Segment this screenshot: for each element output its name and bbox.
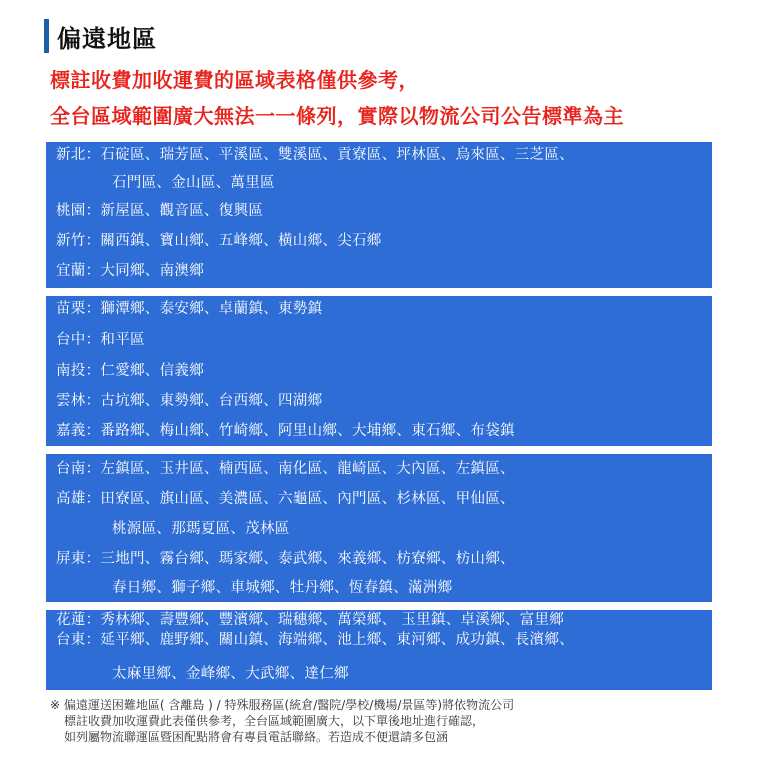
region-text: 左鎮區、玉井區、楠西區、南化區、龍崎區、大內區、左鎮區、 [100,461,515,477]
region-label: 高雄： [56,491,101,507]
region-row [56,456,515,482]
region-text: 番路鄉、梅山鄉、竹崎鄉、阿里山鄉、大埔鄉、東石鄉、布袋鎮 [100,423,515,439]
region-row [112,575,452,601]
region-label: 桃園： [56,203,101,219]
region-text: 延平鄉、鹿野鄉、關山鎮、海端鄉、池上鄉、東河鄉、成功鎮、長濱鄉、 [100,632,575,648]
page-title-row [44,18,157,54]
region-text: 關西鎮、寶山鄉、五峰鄉、橫山鄉、尖石鄉 [100,233,382,249]
region-panel-east [46,610,712,690]
region-text: 田寮區、旗山區、美濃區、六龜區、內門區、杉林區、甲仙區、 [100,491,515,507]
footnote-line-2: 標註收費加收運費此表僅供參考，全台區域範圍廣大，以下單後地址進行確認， [64,714,485,728]
region-label: 花蓮： [56,612,101,628]
footnote [50,697,514,745]
region-label: 新北： [56,147,101,163]
notice-line-2: 全台區域範圍廣大無法一一條列，實際以物流公司公告標準為主 [50,104,624,128]
region-row [56,388,322,414]
page-title: 偏遠地區 [57,24,157,53]
region-label: 台中： [56,332,101,348]
region-row [56,258,204,284]
region-row [56,358,204,384]
region-row [56,296,322,322]
region-label: 宜蘭： [56,263,101,279]
region-text: 秀林鄉、壽豐鄉、豐濱鄉、瑞穗鄉、萬榮鄉、 玉里鎮、卓溪鄉、富里鄉 [100,612,565,628]
region-row [112,170,275,196]
region-row [56,327,145,353]
region-row [56,486,515,512]
region-text: 春日鄉、獅子鄉、車城鄉、牡丹鄉、恆春鎮、滿洲鄉 [112,580,453,596]
region-row [56,610,564,630]
region-label: 台東： [56,632,101,648]
region-row [112,661,349,687]
region-text: 太麻里鄉、金峰鄉、大武鄉、達仁鄉 [112,666,349,682]
region-label: 新竹： [56,233,101,249]
region-text: 桃源區、那瑪夏區、茂林區 [112,521,290,537]
region-text: 仁愛鄉、信義鄉 [100,363,205,379]
region-row [56,546,515,572]
region-text: 石門區、金山區、萬里區 [112,175,275,191]
footnote-line-1: ※ 偏遠運送困難地區( 含離島 ) / 特殊服務區(統倉/醫院/學校/機場/景區等)將依物流公司 [50,698,515,712]
region-row [56,142,574,168]
region-text: 大同鄉、南澳鄉 [100,263,205,279]
region-row [56,228,382,254]
region-text: 獅潭鄉、泰安鄉、卓蘭鎮、東勢鎮 [100,301,323,317]
notice-line-1: 標註收費加收運費的區域表格僅供參考， [50,68,419,92]
region-label: 南投： [56,363,101,379]
region-row [56,629,574,651]
region-label: 嘉義： [56,423,101,439]
region-row [56,418,515,444]
region-row [56,198,263,224]
footnote-line-3: 如列屬物流聯運區暨困配點將會有專員電話聯絡。若造成不便還請多包涵 [64,730,449,744]
region-text: 石碇區、瑞芳區、平溪區、雙溪區、貢寮區、坪林區、烏來區、三芝區、 [100,147,575,163]
title-accent-bar [44,19,49,53]
region-label: 台南： [56,461,101,477]
region-label: 屏東： [56,551,101,567]
region-row [112,516,290,542]
region-text: 新屋區、觀音區、復興區 [100,203,264,219]
region-panel-north [46,142,712,288]
region-label: 苗栗： [56,301,101,317]
region-text: 古坑鄉、東勢鄉、台西鄉、四湖鄉 [100,393,323,409]
region-label: 雲林： [56,393,101,409]
region-text: 三地門、霧台鄉、瑪家鄉、泰武鄉、來義鄉、枋寮鄉、枋山鄉、 [100,551,515,567]
region-panel-central [46,296,712,446]
region-text: 和平區 [100,332,145,348]
region-panel-south [46,454,712,602]
